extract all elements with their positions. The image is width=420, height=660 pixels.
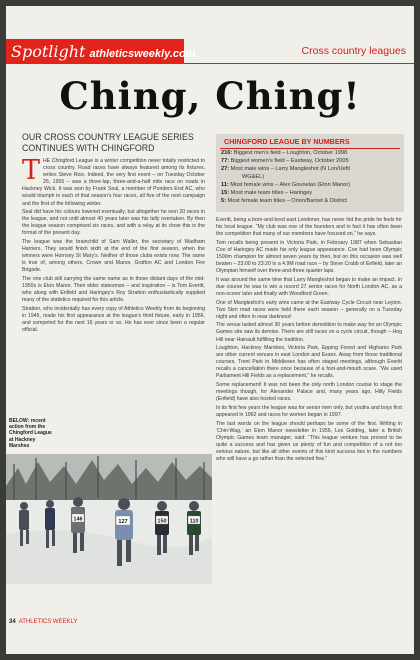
body-paragraph: The league was the brainchild of Sam Waller, the secretary of Wadham Harriers. They would finish sixth at the end of the first season, when the winners were Hornsey St Mary’s. Neither of those clubs exists now. The same is true of, among others, Crown and Manor, Grafton AC and London Fire Brigade.: [22, 239, 205, 274]
stats-row: WG&EL): [242, 174, 265, 180]
race-photo: [6, 454, 212, 584]
body-column-right: [216, 217, 402, 465]
body-column-left: [22, 155, 205, 336]
spotlight-banner: [6, 39, 196, 64]
section-word: Spotlight: [11, 42, 86, 61]
stats-row: 5: Most female team titles – Orion/Barnet & District: [221, 198, 347, 204]
stats-row: 77: Biggest women’s field – Eastway, October 2005: [221, 158, 349, 164]
page-footer: [9, 619, 77, 625]
stats-box: [216, 134, 404, 212]
site-name: athleticsweekly.com: [89, 48, 196, 60]
article-standfirst: OUR CROSS COUNTRY LEAGUE SERIES CONTINUES WITH CHINGFORD: [22, 132, 194, 153]
body-paragraph: Tom recalls being present in Victoria Park, in February 1987 when Sebastian Coe of Haringey AC made his only league appearance. Coe had been Olympic 1500m champion for almost seven years by then, but on this occasion was well beaten – 23:00 to 23:20 in a 4.9M road race – by Steve Crabb of Enfield, later an Olympian himself over three-and-three quarter laps.: [216, 239, 402, 275]
stats-row: 11: Most female wins – Alex Gounelas (Eton Manor): [221, 182, 351, 188]
body-paragraph: The one club still carrying the same name as in those distant days of the mid-1950s is Eton Manor. Their elder statesman – and inspiration – is Tom Everitt, who along with Enfield and Haringey’s Roy Stratton enthusiastically supplied many of the statistics required for this article.: [22, 276, 205, 304]
stats-row: 15: Most male team titles – Haringey: [221, 190, 313, 196]
body-paragraph: It was around the same time that Larry Mangleshot began to make an impact. In due course he was to win a record 27 senior races for North London AC, as a non-scorer later and finally with Woodford Green.: [216, 276, 402, 297]
magazine-page: [6, 6, 414, 654]
body-paragraph: Loughton, Hackney Marshes, Victoria Park, Epping Forest and Highams Park are other current venues in east London and Essex. Away from those traditional courses, Trent Park in Middlesex has often staged meetings, although Everitt recalls a cancellation there once because of a foot-and-mouth scare. “We used Parliament Hill Fields as a replacement,” he recalls.: [216, 345, 402, 380]
header-rule: [184, 63, 414, 64]
race-photo-illustration: [6, 454, 212, 584]
drop-cap: T: [22, 155, 41, 186]
publication-name: ATHLETICS WEEKLY: [18, 619, 78, 625]
body-paragraph: Seal did have his colours lowered eventually, but altogether he won 20 races in the league, and not until almost 40 years later was his tally overtaken. By then the league season comprised six races, and with a relay at its close this is the format of the present day.: [22, 209, 205, 237]
section-name: Cross country leagues: [301, 45, 406, 57]
article-title: Ching, Ching!: [59, 74, 361, 118]
page-number: 34: [9, 619, 16, 625]
body-paragraph: One of Mangleshot’s early wins came at the Eastway Cycle Circuit near Leyton. Two 5km road races were held there each season – generally on a Tuesday night and often in near darkness!: [216, 299, 402, 320]
body-paragraph: The venue lasted almost 30 years before demolition to make way for an Olympic Games site saw its demise. There are still races on a cycle circuit, though – Hog Hill near Hainault fulfilling the tradition.: [216, 322, 402, 343]
bib-number: 127: [118, 519, 128, 525]
bib-number: 150: [157, 518, 167, 525]
body-paragraph: In its first few years the league was for senior men only, but youths and boys first appeared in 1962 and races for women began in 1997.: [216, 404, 402, 418]
section-header: [6, 39, 414, 64]
bib-number: 110: [189, 518, 199, 525]
body-paragraph: The last words on the league should perhaps be some of the first. Writing in ‘Chin-Wag,’ an Eton Manor newsletter in 1956, Les Golding, later a British Olympic Games team manager, said: “This league venture has proved to be quite a success and has given us plenty of fun and competition of a not too serious nature, but like all other events of this kind success lies in the numbers who will have a go rather than the selected few.”: [216, 420, 402, 462]
body-paragraph: Everitt, being a born-and-bred east Londoner, has never hid the pride he feels for his local league. “My club was one of the founders and in fact it has often been the competition that many of our members have focused on,” he says.: [216, 217, 403, 238]
body-paragraph: THE Chingford League is a winter competition never totally restricted to cross country. Road races have always featured among its fixtures, writes Steve Rice. Indeed, the very first event – on Tuesday October 26, 1955 – was a three-lap, three-and-a-half mile race on roads in Hackney Wick. It was won by Frank Seal, a member of Ponders End AC, who would triumph in each of that season’s four races, all five of the next campaign and the first of the following winter.: [22, 155, 205, 207]
photo-caption: BELOW: recent action from the Chingford League at Hackney Marshes: [9, 418, 52, 449]
stats-row: 27: Most male wins – Larry Mangleshot (N Lon/Ueft/: [221, 166, 351, 172]
stats-row: 216: Biggest men’s field – Loughton, October 1998: [221, 150, 348, 156]
stats-box-title: CHINGFORD LEAGUE BY NUMBERS: [220, 134, 400, 149]
body-paragraph: Stratton, who incidentally has every copy of Athletics Weekly from its beginning in 1945, made his first appearance at the league’s third fixture, early in 1956, and competed for the next 16 years or so. He has ever since been a regular official.: [22, 305, 205, 334]
body-paragraph: Some replacement! It was not been the only north London course to stage the meetings though, for Alexander Palace and, many years ago, Hilly Fields (Enfield) have also hosted races.: [216, 382, 402, 403]
bib-number: 146: [73, 516, 83, 523]
